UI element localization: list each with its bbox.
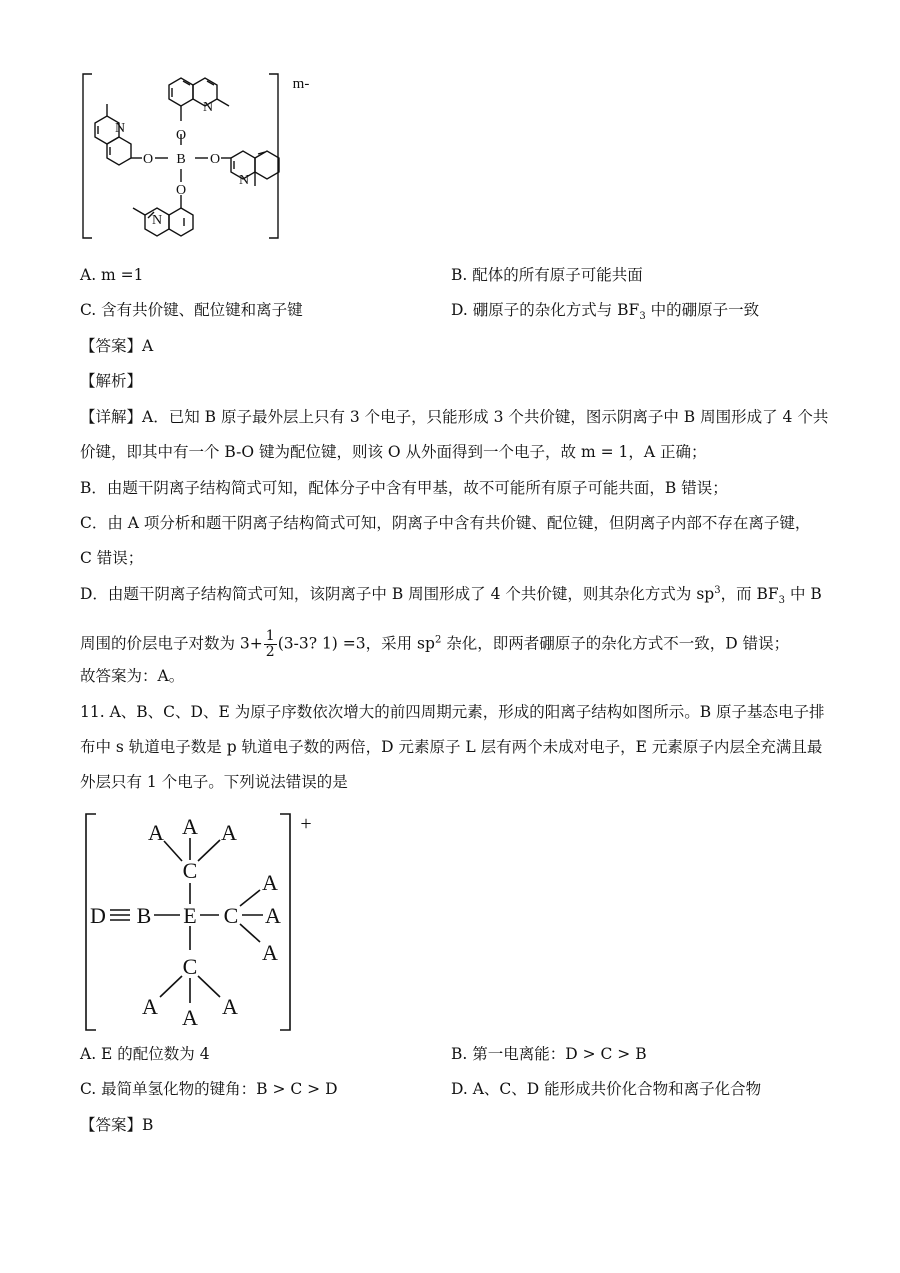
q11-option-d[interactable]: D. A、C、D 能形成共价化合物和离子化合物 bbox=[451, 1080, 762, 1098]
q10-option-d[interactable] bbox=[451, 300, 760, 323]
q10-detail-line-6-post: 中 B bbox=[785, 585, 822, 603]
q10-detail-line-6 bbox=[80, 584, 822, 607]
quinoline-ring-top bbox=[169, 78, 229, 121]
fraction-denominator: 2 bbox=[265, 644, 275, 660]
q10-analysis-heading: 【解析】 bbox=[80, 372, 143, 390]
q10-option-b[interactable]: B. 配体的所有原子可能共面 bbox=[451, 266, 643, 284]
atom-c-top: C bbox=[182, 858, 198, 883]
atom-a-right-2: A bbox=[265, 903, 281, 928]
atom-a-bottom-2: A bbox=[182, 1005, 198, 1030]
q11-answer: 【答案】B bbox=[80, 1116, 154, 1134]
anion-charge: m- bbox=[292, 76, 310, 92]
q10-option-d-post: 中的硼原子一致 bbox=[645, 301, 760, 319]
q10-detail-line-3: B．由题干阴离子结构简式可知，配体分子中含有甲基，故不可能所有原子可能共面，B 错误； bbox=[80, 479, 728, 497]
atom-n-bottom: N bbox=[151, 213, 163, 228]
atom-n-right: N bbox=[238, 173, 250, 188]
q10-detail-line-6-sub: 3 bbox=[778, 595, 786, 607]
atom-o-bottom: O bbox=[175, 183, 187, 198]
q10-detail-line-7 bbox=[80, 629, 789, 660]
fraction-one-half bbox=[264, 629, 277, 660]
atom-a-top-3: A bbox=[221, 820, 237, 845]
q10-detail-line-1: 【详解】A．已知 B 原子最外层上只有 3 个电子，只能形成 3 个共价键，图示阴离子中 B 周围形成了 4 个共 bbox=[80, 408, 829, 426]
q11-option-b[interactable]: B. 第一电离能：D > C > B bbox=[451, 1045, 647, 1063]
left-bracket bbox=[83, 74, 92, 238]
cation-charge: + bbox=[300, 813, 312, 835]
atom-e-label: E bbox=[183, 903, 197, 928]
fraction-numerator: 1 bbox=[265, 628, 275, 644]
q10-detail-line-8: 故答案为：A。 bbox=[80, 667, 185, 685]
q10-detail-line-5: C 错误； bbox=[80, 549, 144, 567]
atom-c-right: C bbox=[223, 903, 239, 928]
atom-a-top-2: A bbox=[148, 820, 164, 845]
borate-anion-structure bbox=[75, 64, 335, 246]
atom-n-top: N bbox=[202, 100, 214, 115]
atom-n-left: N bbox=[114, 121, 126, 136]
quinoline-ring-bottom bbox=[133, 195, 193, 236]
q10-detail-line-7-post: 杂化，即两者硼原子的杂化方式不一致，D 错误； bbox=[441, 634, 790, 653]
q11-option-c[interactable]: C. 最简单氢化物的键角：B > C > D bbox=[80, 1080, 338, 1098]
atom-o-left: O bbox=[142, 152, 154, 167]
q11-stem-line-2: 布中 s 轨道电子数是 p 轨道电子数的两倍，D 元素原子 L 层有两个未成对电子，E 元素原子内层全充满且最 bbox=[80, 738, 823, 756]
q10-detail-line-4: C．由 A 项分析和题干阴离子结构简式可知，阴离子中含有共价键、配位键，但阴离子内部不存在离子键， bbox=[80, 514, 811, 532]
q10-detail-line-6-sup: 3 bbox=[714, 584, 721, 596]
atom-b-label: B bbox=[136, 903, 152, 928]
q10-answer: 【答案】A bbox=[80, 337, 154, 355]
atom-a-top-1: A bbox=[182, 814, 198, 839]
q10-option-a[interactable]: A. m =1 bbox=[80, 266, 144, 284]
q10-detail-line-6-pre: D．由题干阴离子结构简式可知，该阴离子中 B 周围形成了 4 个共价键，则其杂化方式为 sp bbox=[80, 585, 715, 603]
q10-option-c[interactable]: C. 含有共价键、配位键和离子键 bbox=[80, 301, 303, 319]
q10-option-d-pre: D. 硼原子的杂化方式与 BF bbox=[451, 301, 640, 319]
atom-o-right: O bbox=[209, 152, 221, 167]
atom-a-bottom-1: A bbox=[142, 994, 158, 1019]
atom-d-label: D bbox=[90, 903, 106, 928]
atom-a-right-3: A bbox=[262, 940, 278, 965]
right-bracket bbox=[280, 814, 290, 1030]
q10-detail-line-7-sup: 2 bbox=[434, 634, 442, 646]
q10-detail-line-7-pre: 周围的价层电子对数为 3+ bbox=[80, 634, 263, 653]
cation-structure bbox=[80, 808, 330, 1038]
atom-a-right-1: A bbox=[262, 870, 278, 895]
atom-o-top: O bbox=[175, 128, 187, 143]
q11-option-a[interactable]: A. E 的配位数为 4 bbox=[80, 1045, 210, 1063]
q10-detail-line-7-mid: (3-3? 1) =3，采用 sp bbox=[277, 634, 435, 653]
q11-stem-line-1: 11. A、B、C、D、E 为原子序数依次增大的前四周期元素，形成的阳离子结构如图所示。B 原子基态电子排 bbox=[80, 703, 825, 721]
q10-detail-line-2: 价键，即其中有一个 B-O 键为配位键，则该 O 从外面得到一个电子，故 m = 1，A 正确； bbox=[80, 443, 707, 461]
atom-b-label: B bbox=[176, 152, 186, 167]
q10-detail-line-6-mid: ，而 BF bbox=[720, 585, 779, 603]
quinoline-ring-right bbox=[221, 151, 279, 186]
atom-a-bottom-3: A bbox=[222, 994, 238, 1019]
q10-option-d-sub: 3 bbox=[639, 311, 646, 323]
atom-c-bottom: C bbox=[182, 954, 198, 979]
q11-stem-line-3: 外层只有 1 个电子。下列说法错误的是 bbox=[80, 773, 348, 791]
